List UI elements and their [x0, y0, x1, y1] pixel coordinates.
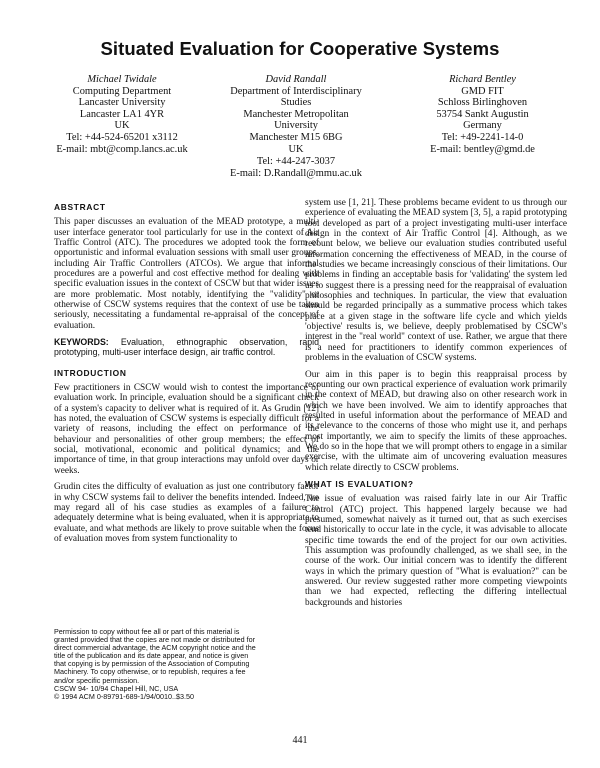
permission-line: Machinery. To copy otherwise, or to republish, requires a fee [54, 667, 246, 677]
introduction-heading: INTRODUCTION [54, 367, 127, 378]
affiliation-line: Schloss Birlinghoven [437, 97, 528, 109]
keywords-text: Evaluation, ethnographic observation, rapid prototyping, multi-user interface design, air traffic control. [54, 337, 319, 358]
body-paragraph: The issue of evaluation was raised fairly late in our Air Traffic Control (ATC) project. This happened largely because we had presumed, somewhat naively as it turned out, that as such exercises tend historically to occur late in the cycle, it was advisable to allocate specific time towards the end of the project for our own activities. This assumption was profoundly challenged, as we shall see, in the course of the work. Our initial concern was to identify the different ways in which the primary question of "What is evaluation?" can be answered. Our review suggested rather more competing viewpoints than we had expected, reflecting the differing intellectual backgrounds and histories [305, 494, 567, 608]
author-block [0, 74, 600, 194]
author-randall-contact [205, 156, 387, 179]
affiliation-line: GMD FIT [461, 85, 504, 97]
affiliation-line: University [274, 120, 318, 132]
section-heading-evaluation: WHAT IS EVALUATION? [305, 478, 414, 489]
permission-line: that copying is by permission of the Association of Computing [54, 659, 250, 669]
permission-line: Permission to copy without fee all or part of this material is [54, 627, 240, 636]
affiliation-line: UK [288, 143, 304, 155]
affiliation-line: UK [114, 120, 130, 132]
affiliation-line: Studies [280, 97, 312, 109]
permission-line: title of the publication and its date appear, and notice is given [54, 651, 249, 661]
author-bentley [400, 74, 565, 155]
body-paragraph: Our aim in this paper is to begin this reappraisal process by recounting our own practical experience of evaluation work primarily in the context of MEAD, but drawing also on other research work in which we have been involved. We aim to identify approaches that resulted in useful information about the performance of MEAD and its relevance to the concerns of those who might use it, and perhaps most importantly, we aim to specify the limits of these approaches. We do so in the hope that we will prompt others to engage in a similar exercise, with the ultimate aim of uncovering evaluation measures which relate directly to CSCW problems. [305, 369, 567, 473]
permission-line: granted provided that the copies are not made or distributed for [54, 635, 255, 645]
intro-paragraph: Grudin cites the difficulty of evaluation as just one contributory factor in why CSCW systems fail to deliver the benefits intended. Indeed, we may regard all of his case studies as examples of a failure to adequately determine what is being evaluated, when it is appropriate to evaluate, and what methods are likely to prove suitable when the focus of evaluation moves from system functionality to [54, 482, 319, 544]
author-name: David Randall [265, 74, 327, 85]
body-paragraph: system use [1, 21]. These problems became evident to us through our experience of evaluating the MEAD system [3, 5], a rapid prototyping tool developed as part of a project investigating multi-user interface design in the context of Air Traffic Control [4]. Although, as we recount below, we believe our evaluation studies contributed useful information concerning the effectiveness of MEAD, in the course of the studies we became increasingly conscious of their limitations. Our problems in finding an acceptable basis for 'validating' the system led us to suggest there is a pressing need for the reappraisal of evaluation philosophies and techniques. In particular, the view that evaluation should be regarded principally as a summative process which takes place at a given stage in the software life cycle and which yields 'objective' results is, we believe, deeply problematised by CSCW's interest in the "real world" context of use. Rather, we argue that there is a need for practitioners to identify common experiences of problems in the evaluation of CSCW systems. [305, 198, 567, 364]
permission-line: direct commercial advantage, the ACM copyright notice and the [54, 643, 256, 653]
affiliation-line: E-mail: bentley@gmd.de [430, 143, 535, 155]
affiliation-line: Tel: +44-524-65201 x3112 [66, 131, 178, 143]
permission-notice [54, 628, 294, 701]
affiliation-line: Manchester Metropolitan [243, 108, 349, 120]
intro-paragraph: Few practitioners in CSCW would wish to contest the importance of evaluation work. In principle, evaluation should be a significant check of a system's capacity to deliver what is required of it. As Grudin [12] has noted, the evaluation of CSCW systems is especially difficult for a variety of reasons, including the effect on performance of the behaviour and personalities of other group members; the effect of social, motivational, economic and political dynamics; and the importance of time, in that group interactions may unfold over days or weeks. [54, 383, 319, 476]
author-twidale [38, 74, 206, 155]
affiliation-line: Lancaster LA1 4YR [79, 108, 165, 120]
paper-title: Situated Evaluation for Cooperative Systems [100, 38, 500, 59]
contact-line: Tel: +44-247-3037 [256, 156, 336, 167]
abstract-heading: ABSTRACT [54, 202, 106, 212]
author-name: Richard Bentley [449, 74, 516, 85]
author-name: Michael Twidale [87, 74, 157, 85]
copyright-line: © 1994 ACM 0-89791-689-1/94/0010..$3.50 [54, 691, 194, 701]
affiliation-line: Manchester M15 6BG [249, 131, 343, 143]
abstract-text: This paper discusses an evaluation of the MEAD prototype, a multi-user interface generator tool particularly for use in the context of Air Traffic Control (ATC). The procedures we adopted took the form of opportunistic and informal evaluation sessions with small user groups, including Air Traffic Controllers (ATCOs). We argue that informal procedures are a powerful and cost effective method for dealing with specific evaluation issues in the context of CSCW but that wider issues are more problematic. Most notably, identifying the "validity" or otherwise of CSCW systems requires that the context of use be taken seriously, necessitating a fundamental re-appraisal of the concept of evaluation. [54, 217, 319, 331]
keywords [54, 337, 319, 358]
affiliation-line: E-mail: mbt@comp.lancs.ac.uk [56, 143, 188, 155]
affiliation-line: Lancaster University [78, 97, 166, 109]
right-column [305, 198, 567, 614]
affiliation-line: Computing Department [72, 85, 172, 97]
contact-line: E-mail: D.Randall@mmu.ac.uk [230, 167, 362, 179]
permission-line: and/or specific permission. [54, 675, 140, 685]
affiliation-line: Germany [463, 120, 502, 132]
affiliation-line: Tel: +49-2241-14-0 [441, 131, 524, 143]
page-number: 441 [292, 735, 308, 746]
permission-line: CSCW 94- 10/94 Chapel Hill, NC, USA [54, 683, 179, 693]
affiliation-line: 53754 Sankt Augustin [436, 108, 529, 120]
affiliation-line: Department of Interdisciplinary [230, 85, 362, 97]
left-column [54, 198, 319, 550]
author-randall [205, 74, 387, 155]
keywords-label: KEYWORDS: [54, 337, 109, 348]
